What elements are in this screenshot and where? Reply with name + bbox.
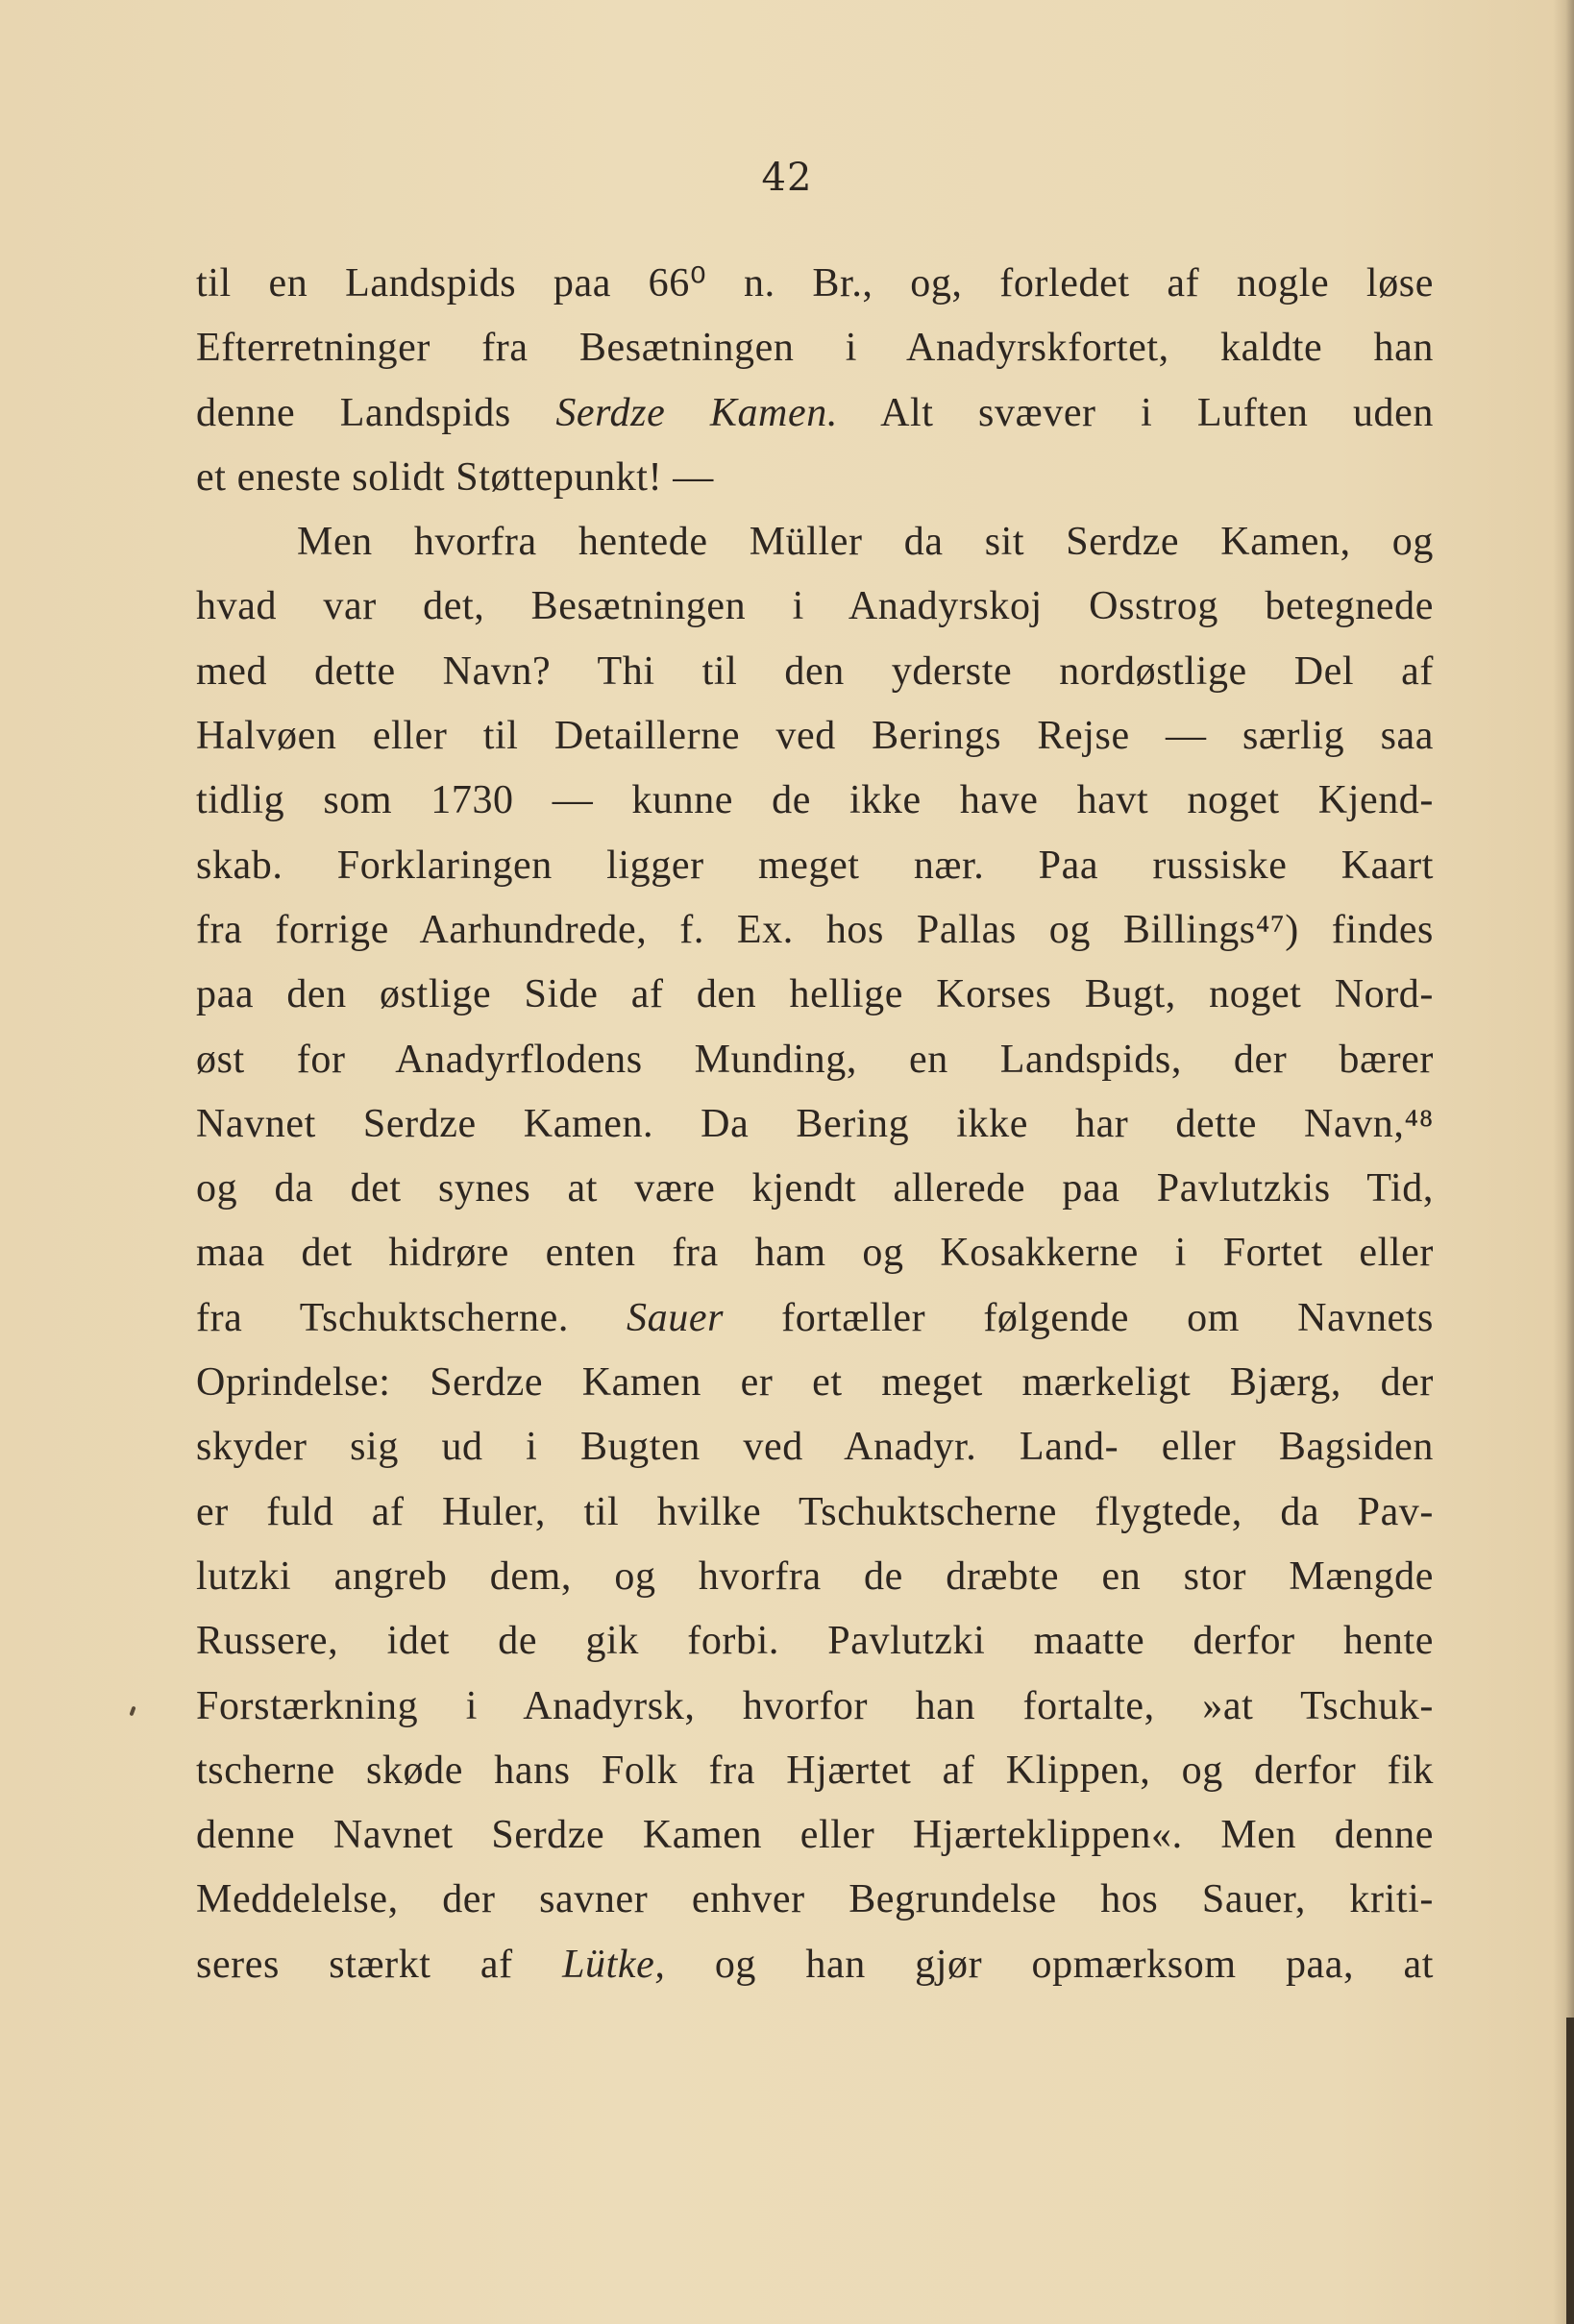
text-line: til en Landspids paa 66⁰ n. Br., og, forledet af nogle løse bbox=[196, 261, 1434, 306]
text-line: et eneste solidt Støttepunkt! — bbox=[196, 454, 714, 500]
text-line: hvad var det, Besætningen i Anadyrskoj Osstrog betegnede bbox=[196, 584, 1434, 629]
text-line: Russere, idet de gik forbi. Pavlutzki maatte derfor hente bbox=[196, 1619, 1434, 1664]
text-run: og han gjør opmærksom paa, at bbox=[665, 1942, 1434, 1987]
page-edge-shadow bbox=[1553, 0, 1574, 2324]
text-line: tidlig som 1730 — kunne de ikke have havt noget Kjend- bbox=[196, 778, 1434, 823]
text-line: Men hvorfra hentede Müller da sit Serdze Kamen, og bbox=[297, 520, 1434, 565]
text-run: seres stærkt af bbox=[196, 1942, 563, 1987]
text-line: tscherne skøde hans Folk fra Hjærtet af Klippen, og derfor fik bbox=[196, 1748, 1434, 1793]
text-line: og da det synes at være kjendt allerede paa Pavlutzkis Tid, bbox=[196, 1166, 1434, 1211]
text-line: denne Navnet Serdze Kamen eller Hjærteklippen«. Men denne bbox=[196, 1813, 1434, 1858]
page-edge-binding bbox=[1566, 2018, 1574, 2324]
text-line: er fuld af Huler, til hvilke Tschuktscherne flygtede, da Pav- bbox=[196, 1489, 1434, 1534]
text-line: Meddelelse, der savner enhver Begrundelse hos Sauer, kriti- bbox=[196, 1877, 1434, 1922]
text-line bbox=[196, 381, 1434, 446]
italic-place-name: Serdze Kamen. bbox=[555, 390, 838, 435]
text-line: fra forrige Aarhundrede, f. Ex. hos Pallas og Billings⁴⁷) findes bbox=[196, 907, 1434, 952]
text-line: øst for Anadyrflodens Munding, en Landspids, der bærer bbox=[196, 1037, 1434, 1082]
text-line bbox=[196, 1286, 1434, 1351]
text-line: lutzki angreb dem, og hvorfra de dræbte en stor Mængde bbox=[196, 1553, 1434, 1599]
text-line: skyder sig ud i Bugten ved Anadyr. Land- eller Bagsiden bbox=[196, 1425, 1434, 1470]
italic-author-name: Sauer bbox=[627, 1295, 725, 1340]
text-line: skab. Forklaringen ligger meget nær. Paa russiske Kaart bbox=[196, 843, 1434, 888]
italic-author-name: Lütke, bbox=[562, 1942, 666, 1987]
text-line: Halvøen eller til Detaillerne ved Berings Rejse — særlig saa bbox=[196, 714, 1434, 759]
body-text bbox=[196, 252, 1434, 1997]
text-line: Efterretninger fra Besætningen i Anadyrskfortet, kaldte han bbox=[196, 326, 1434, 371]
text-line: Navnet Serdze Kamen. Da Bering ikke har dette Navn,⁴⁸ bbox=[196, 1101, 1434, 1146]
text-line bbox=[196, 1933, 1434, 1997]
text-run: denne Landspids bbox=[196, 390, 556, 435]
print-speck bbox=[129, 1706, 135, 1717]
text-run: fortæller følgende om Navnets bbox=[724, 1295, 1434, 1340]
text-line: med dette Navn? Thi til den yderste nordøstlige Del af bbox=[196, 648, 1434, 694]
text-run: Alt svæver i Luften uden bbox=[837, 390, 1434, 435]
text-line: paa den østlige Side af den hellige Korses Bugt, noget Nord- bbox=[196, 972, 1434, 1017]
text-run: fra Tschuktscherne. bbox=[196, 1295, 627, 1340]
page-number: 42 bbox=[761, 156, 813, 200]
text-line: Oprindelse: Serdze Kamen er et meget mærkeligt Bjærg, der bbox=[196, 1360, 1434, 1406]
text-line: Forstærkning i Anadyrsk, hvorfor han fortalte, »at Tschuk- bbox=[196, 1683, 1434, 1728]
text-line: maa det hidrøre enten fra ham og Kosakkerne i Fortet eller bbox=[196, 1231, 1434, 1276]
